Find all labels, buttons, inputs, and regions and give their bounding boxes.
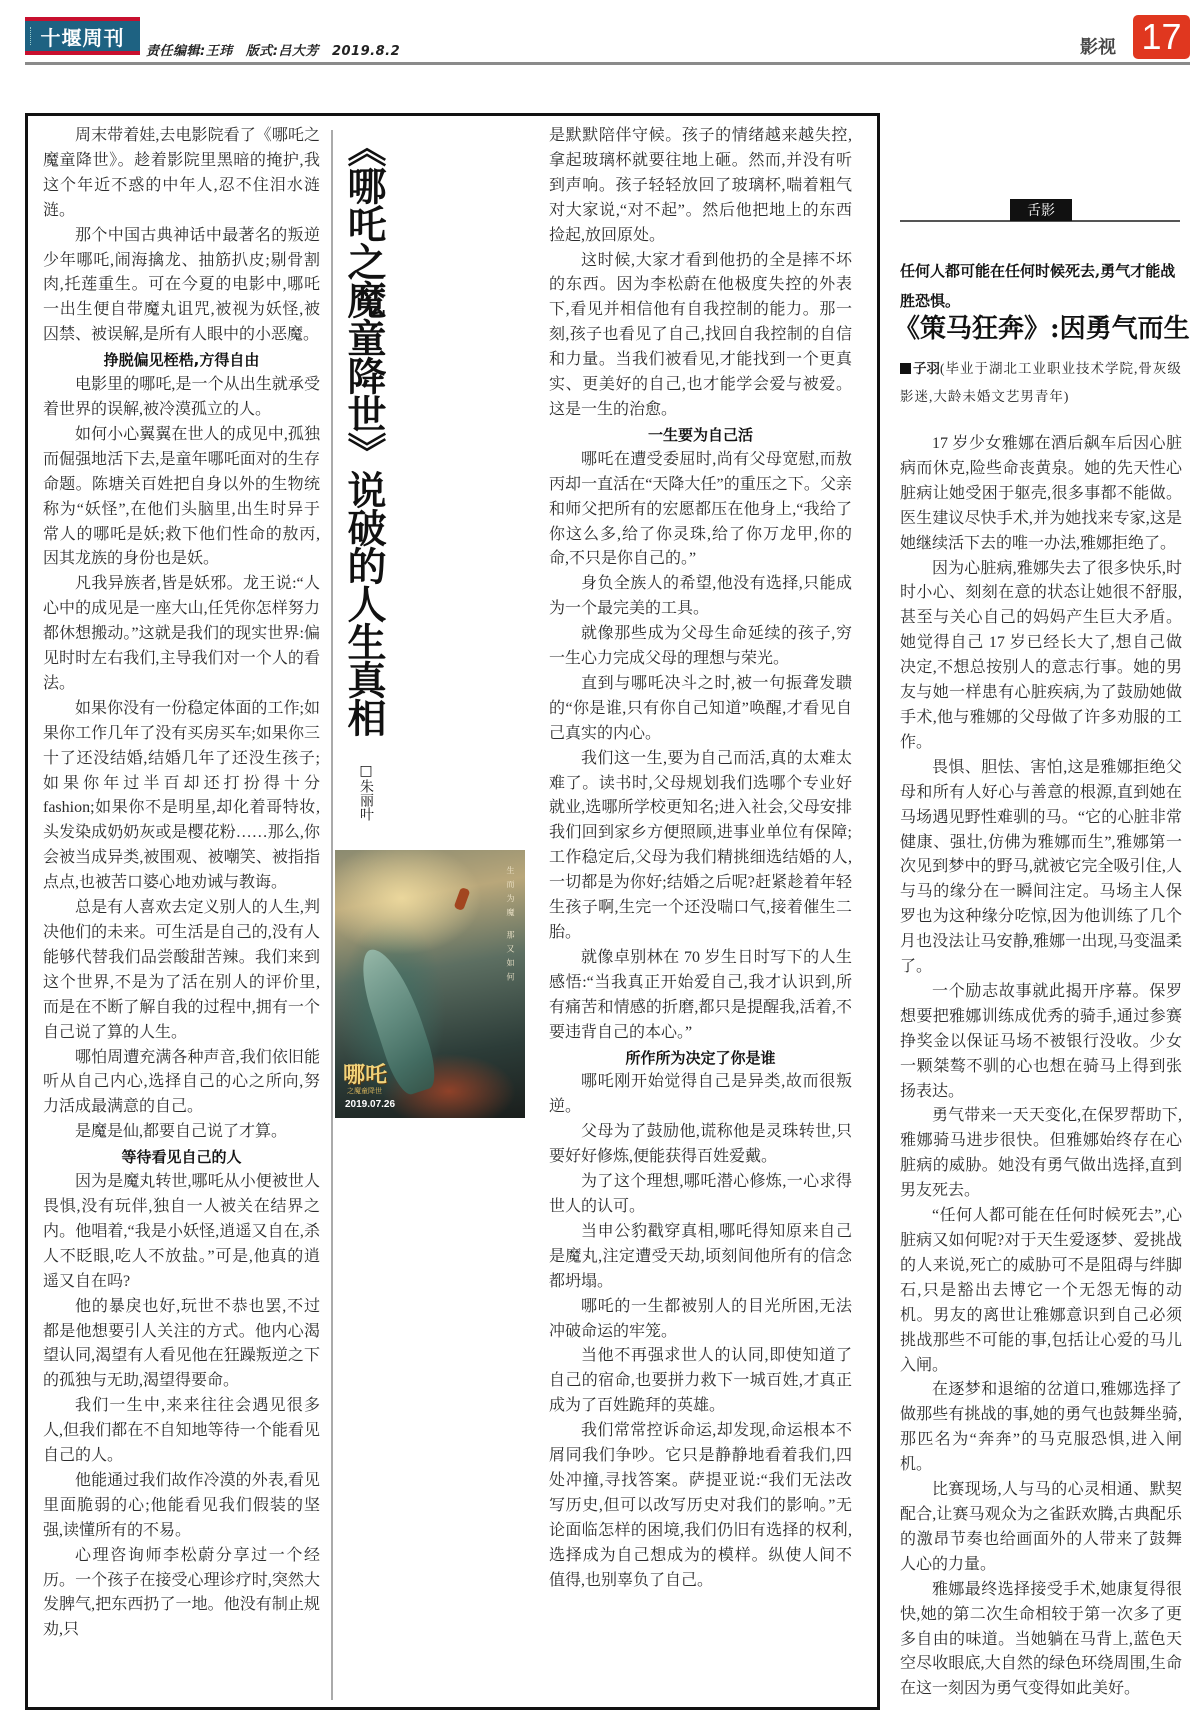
paragraph: 哪吒在遭受委屈时,尚有父母宽慰,而敖丙却一直活在“天降大任”的重压之下。父亲和师父把所有的宏愿都压在他身上,“我给了你这么多,给了你灵珠,给了你万龙甲,你的命,不只是你自己的。” xyxy=(549,450,852,568)
logo-text: 十堰周刊 xyxy=(40,25,125,50)
paragraph: 是魔是仙,都要自己说了才算。 xyxy=(75,1123,288,1141)
paragraph: 是默默陪伴守候。孩子的情绪越来越失控,拿起玻璃杯就要往地上砸。然而,并没有听到声响。孩子轻轻放回了玻璃杯,喘着粗气对大家说,“对不起”。然后他把地上的东西捡起,放回原处。 xyxy=(549,127,852,244)
poster-logo: 哪吒 xyxy=(343,1063,388,1088)
paragraph: 我们这一生,要为自己而活,真的太难太难了。读书时,父母规划我们选哪个专业好就业,选哪所学校更知名;进入社会,父母安排我们回到家乡方便照顾,进事业单位有保障;工作稳定后,父母为我们精挑细选结婚的人,一切都是为你好;结婚之后呢?赶紧趁着年轻生孩子啊,生完一个还没喘口气,接着催生二胎。 xyxy=(549,749,852,941)
main-article-left-column xyxy=(43,124,320,1643)
paragraph: 身负全族人的希望,他没有选择,只能成为一个最完美的工具。 xyxy=(549,575,852,618)
section-heading: 一生要为自己活 xyxy=(647,425,753,444)
paragraph: 这时候,大家才看到他扔的全是摔不坏的东西。因为李松蔚在他极度失控的外表下,看见并相信他有自我控制的能力。那一刻,孩子也看见了自己,找回自我控制的自信和力量。当我们被看见,才能找到一个更真实、更美好的自己,也才能学会爱与被爱。这是一生的治愈。 xyxy=(549,251,852,418)
section-heading: 所作所为决定了你是谁 xyxy=(625,1048,776,1067)
side-article-author-bio: (毕业于湖北工业职业技术学院,骨灰级影迷,大龄未婚文艺男青年) xyxy=(900,361,1182,404)
page-credits xyxy=(146,40,408,59)
section-heading: 等待看见自己的人 xyxy=(121,1148,242,1167)
paragraph: 心理咨询师李松蔚分享过一个经历。一个孩子在接受心理诊疗时,突然大发脾气,把东西扔了一地。他没有制止规劝,只 xyxy=(43,1546,320,1639)
paragraph: 他能通过我们故作冷漠的外表,看见里面脆弱的心;他能看见我们假装的坚强,读懂所有的不易。 xyxy=(43,1471,320,1539)
header-divider xyxy=(25,62,1190,65)
paragraph: 哪怕周遭充满各种声音,我们依旧能听从自己内心,选择自己的心之所向,努力活成最满意的自己。 xyxy=(43,1048,320,1116)
paragraph: 他的暴戾也好,玩世不恭也罢,不过都是他想要引人关注的方式。他内心渴望认同,渴望有人看见他在狂躁叛逆之下的孤独与无助,渴望得要命。 xyxy=(43,1297,320,1390)
paragraph: 雅娜最终选择接受手术,她康复得很快,她的第二次生命相较于第一次多了更多自由的味道。当她躺在马背上,蓝色天空尽收眼底,大自然的绿色环绕周围,生命在这一刻因为勇气变得如此美好。 xyxy=(900,1580,1182,1698)
poster-tagline: 生而为魔 那又如何 xyxy=(506,866,515,987)
layout-credit: 版式:吕大芳 xyxy=(245,44,319,59)
movie-poster-image xyxy=(335,850,525,1118)
side-article-lead: 任何人都可能在任何时候死去,勇气才能战胜恐惧。 xyxy=(900,262,1176,310)
side-article-body xyxy=(900,432,1182,1702)
paragraph: “任何人都可能在任何时候死去”,心脏病又如何呢?对于天生爱逐梦、爱挑战的人来说,死亡的威胁可不是阻碍与绊脚石,只是豁出去博它一个无怨无悔的动机。男友的离世让雅娜意识到自己必须挑战那些不可能的事,包括让心爱的马儿入闸。 xyxy=(900,1207,1182,1374)
paragraph: 比赛现场,人与马的心灵相通、默契配合,让赛马观众为之雀跃欢腾,古典配乐的激昂节奏也给画面外的人带来了鼓舞人心的力量。 xyxy=(900,1481,1182,1573)
column-tag: 舌影 xyxy=(1010,199,1072,221)
page-number-badge: 17 xyxy=(1133,15,1190,59)
paragraph: 就像卓别林在 70 岁生日时写下的人生感悟:“当我真正开始爱自己,我才认识到,所有痛苦和情感的折磨,都只是提醒我,活着,不要违背自己的本心。” xyxy=(549,948,852,1041)
column-divider xyxy=(331,130,333,1700)
paragraph: 为了这个理想,哪吒潜心修炼,一心求得世人的认可。 xyxy=(549,1173,852,1215)
paragraph: 我们一生中,来来往往会遇见很多人,但我们都在不自知地等待一个能看见自己的人。 xyxy=(43,1397,320,1465)
poster-figure xyxy=(454,887,471,911)
poster-logo-subtitle: 之魔童降世 xyxy=(347,1087,382,1095)
paragraph: 如果你没有一份稳定体面的工作;如果你工作几年了没有买房买车;如果你三十了还没结婚,结婚几年了还没生孩子;如果你年过半百却还打扮得十分 fashion;如果你不是明星,却化着哥特妆,头发染成奶奶灰或是樱花粉……那么,你会被当成异类,被围观、被嘲笑、被指指点点,也被苦口婆心地劝诫与教诲。 xyxy=(43,699,320,892)
side-article-title: 《策马狂奔》:因勇气而生 xyxy=(894,314,1190,344)
side-article-author: 子羽 xyxy=(913,361,940,377)
editor-credit: 责任编辑:王玮 xyxy=(146,44,233,59)
paragraph: 周末带着娃,去电影院看了《哪吒之魔童降世》。趁着影院里黑暗的掩护,我这个年近不惑的中年人,忍不住泪水涟涟。 xyxy=(43,127,320,219)
paragraph: 电影里的哪吒,是一个从出生就承受着世界的误解,被冷漠孤立的人。 xyxy=(43,376,320,418)
logo-decoration xyxy=(30,27,33,45)
paragraph: 勇气带来一天天变化,在保罗帮助下,雅娜骑马进步很快。但雅娜始终存在心脏病的威胁。她没有勇气做出选择,直到男友死去。 xyxy=(900,1107,1182,1200)
paragraph: 当申公豹戳穿真相,哪吒得知原来自己是魔丸,注定遭受天劫,顷刻间他所有的信念都坍塌。 xyxy=(549,1222,852,1290)
paragraph: 一个励志故事就此揭开序幕。保罗想要把雅娜训练成优秀的骑手,通过参赛挣奖金以保证马场不被银行没收。少女一颗桀骜不驯的心也想在骑马上得到张扬表达。 xyxy=(900,982,1182,1100)
main-article-author: □朱丽叶 xyxy=(358,763,374,821)
paragraph: 畏惧、胆怯、害怕,这是雅娜拒绝父母和所有人好心与善意的根源,直到她在马场遇见野性难驯的马。“它的心脏非常健康、强壮,仿佛为雅娜而生”,雅娜第一次见到梦中的野马,就被它完全吸引住,人与马的缘分在一瞬间注定。马场主人保罗也为这种缘分吃惊,因为他训练了几个月也没法让马安静,雅娜一出现,马变温柔了。 xyxy=(900,758,1182,976)
paragraph: 那个中国古典神话中最著名的叛逆少年哪吒,闹海擒龙、抽筋扒皮;剔骨割肉,托莲重生。可在今夏的电影中,哪吒一出生便自带魔丸诅咒,被视为妖怪,被囚禁、被误解,是所有人眼中的小恶魔。 xyxy=(43,226,320,344)
section-name: 影视 xyxy=(1080,37,1116,58)
poster-release-date: 2019.07.26 xyxy=(345,1099,396,1110)
paragraph: 哪吒刚开始觉得自己是异类,故而很叛逆。 xyxy=(549,1073,852,1116)
main-article-middle-column xyxy=(549,124,852,1593)
issue-date: 2019.8.2 xyxy=(331,44,401,59)
paragraph: 因为心脏病,雅娜失去了很多快乐,时时小心、刻刻在意的状态让她很不舒服,甚至与关心自己的妈妈产生巨大矛盾。她觉得自己 17 岁已经长大了,想自己做决定,不想总按别人的意志行事。她的男友与她一样患有心脏疾病,为了鼓励她做手术,他与雅娜的父母做了许多劝服的工作。 xyxy=(900,559,1182,751)
paragraph: 父母为了鼓励他,谎称他是灵珠转世,只要好好修炼,便能获得百姓爱戴。 xyxy=(549,1123,852,1166)
paragraph: 就像那些成为父母生命延续的孩子,穷一生心力完成父母的理想与荣光。 xyxy=(549,625,852,668)
paragraph: 如何小心翼翼在世人的成见中,孤独而倔强地活下去,是童年哪吒面对的生存命题。陈塘关百姓把自身以外的生物统称为“妖怪”,在他们头脑里,出生时异于常人的哪吒是妖;救下他们性命的敖丙,因其龙族的身份也是妖。 xyxy=(43,425,320,568)
paragraph: 当他不再强求世人的认同,即使知道了自己的宿命,也要拼力救下一城百姓,才真正成为了百姓跪拜的英雄。 xyxy=(549,1347,852,1415)
byline-square-icon xyxy=(900,363,911,374)
paragraph: 在逐梦和退缩的岔道口,雅娜选择了做那些有挑战的事,她的勇气也鼓舞坐骑,那匹名为“奔奔”的马克服恐惧,进入闸机。 xyxy=(900,1381,1182,1474)
paragraph: 我们常常控诉命运,却发现,命运根本不屑同我们争吵。它只是静静地看着我们,四处冲撞,寻找答案。萨提亚说:“我们无法改写历史,但可以改写历史对我们的影响。”无论面临怎样的困境,我们仍旧有选择的权利,选择成为自己想成为的模样。纵使人间不值得,也别辜负了自己。 xyxy=(549,1422,852,1589)
paragraph: 凡我异族者,皆是妖邪。龙王说:“人心中的成见是一座大山,任凭你怎样努力都休想搬动。”这就是我们的现实世界:偏见时时左右我们,主导我们对一个人的看法。 xyxy=(43,575,320,692)
paragraph: 哪吒的一生都被别人的目光所困,无法冲破命运的牢笼。 xyxy=(549,1297,852,1340)
paragraph: 总是有人喜欢去定义别人的人生,判决他们的未来。可生活是自己的,没有人能够代替我们品尝酸甜苦辣。我们来到这个世界,不是为了活在别人的评价里,而是在不断了解自我的过程中,拥有一个自己说了算的人生。 xyxy=(43,899,320,1041)
section-heading: 挣脱偏见桎梏,方得自由 xyxy=(103,351,260,370)
newspaper-logo xyxy=(25,17,140,55)
main-article-title: 《哪吒之魔童降世》说破的人生真相 xyxy=(341,128,387,736)
paragraph: 因为是魔丸转世,哪吒从小便被世人畏惧,没有玩伴,独自一人被关在结界之内。他唱着,“我是小妖怪,逍遥又自在,杀人不眨眼,吃人不放盐。”可是,他真的逍遥又自在吗? xyxy=(43,1173,320,1290)
paragraph: 17 岁少女雅娜在酒后飙车后因心脏病而休克,险些命丧黄泉。她的先天性心脏病让她受困于躯壳,很多事都不能做。医生建议尽快手术,并为她找来专家,这是她继续活下去的唯一办法,雅娜拒绝了。 xyxy=(900,435,1182,552)
paragraph: 直到与哪吒决斗之时,被一句振聋发聩的“你是谁,只有你自己知道”唤醒,才看见自己真实的内心。 xyxy=(549,674,852,742)
side-article-byline xyxy=(900,355,1182,411)
